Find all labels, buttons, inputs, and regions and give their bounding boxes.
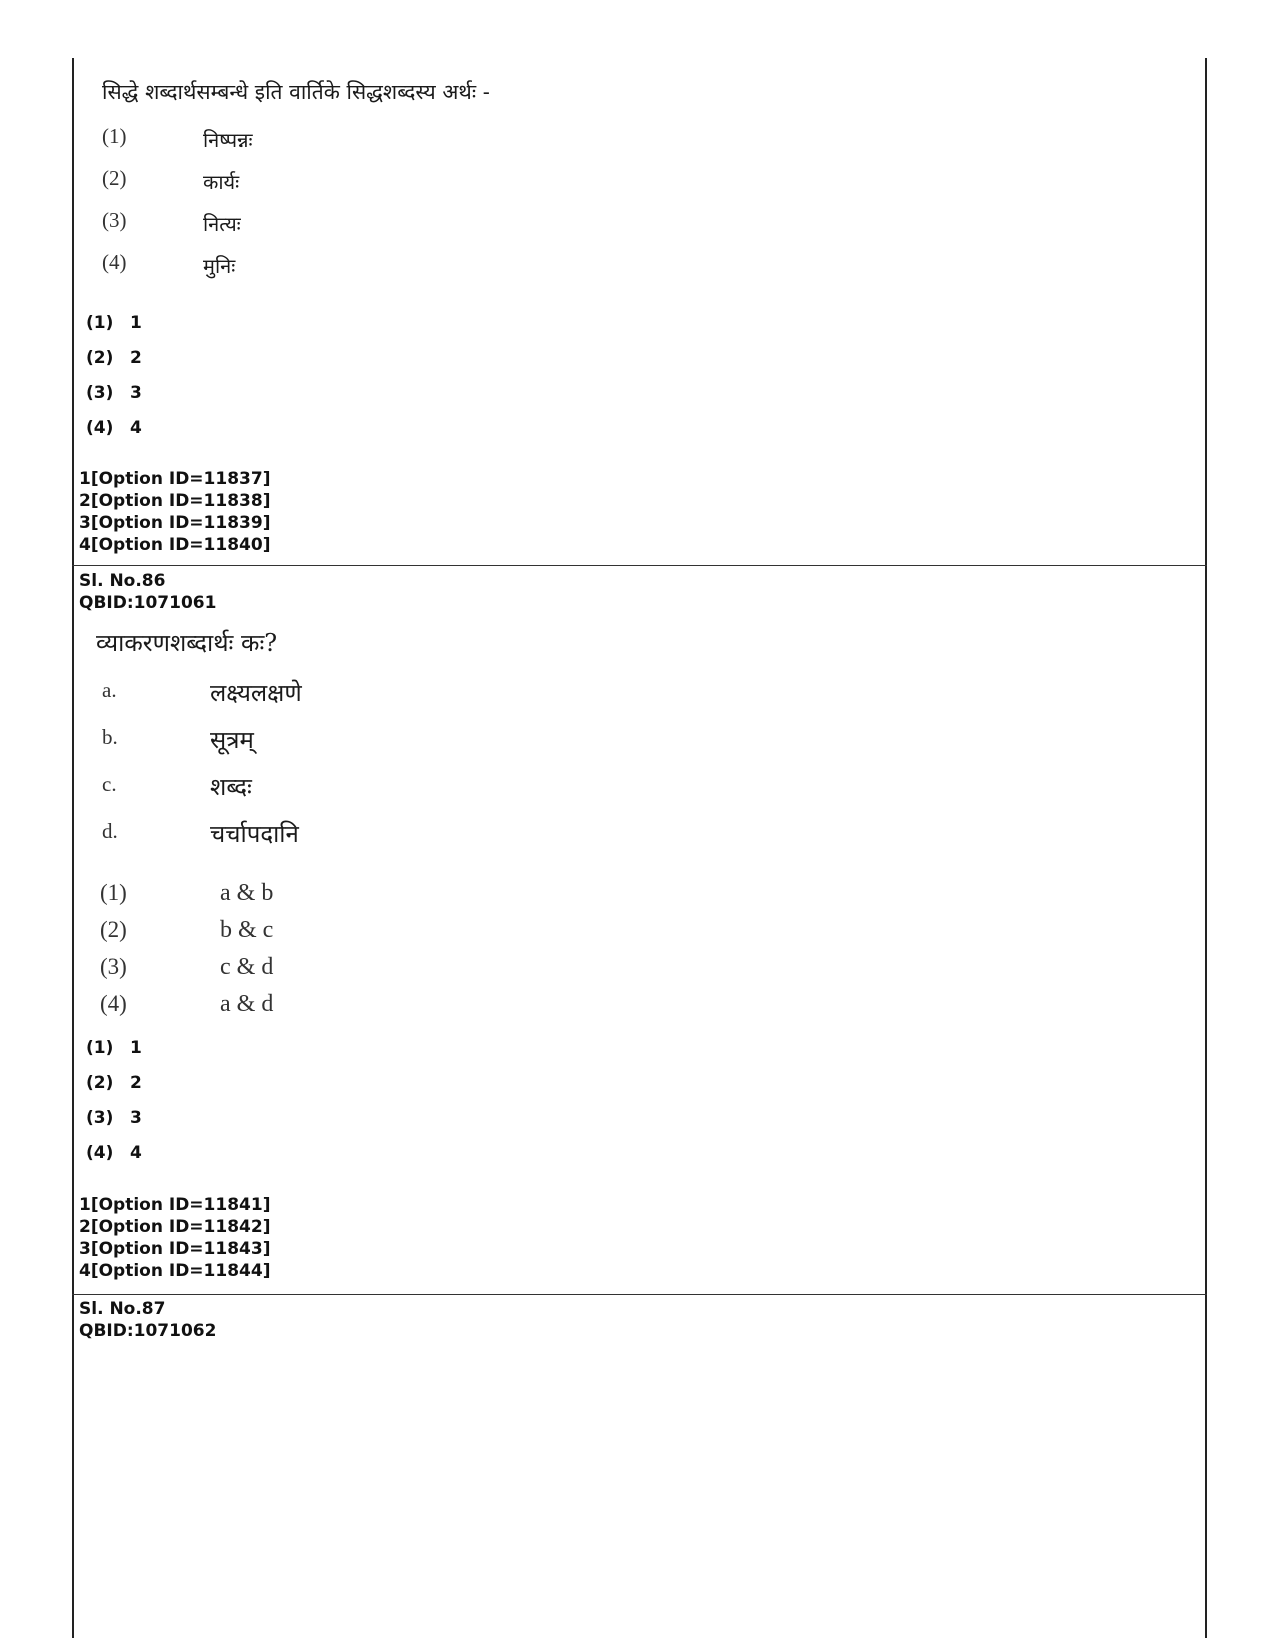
left-border-line bbox=[72, 58, 74, 1638]
pair-number: (2) bbox=[100, 917, 127, 942]
option-number: (4) bbox=[102, 250, 127, 274]
option-id: 3[Option ID=11843] bbox=[79, 1239, 271, 1259]
question-header bbox=[79, 570, 216, 614]
serial-number: Sl. No.87 bbox=[79, 1299, 166, 1319]
answer-choice[interactable] bbox=[86, 1038, 142, 1058]
answer-choice[interactable] bbox=[86, 418, 142, 438]
answer-choice-value: 2 bbox=[130, 1073, 142, 1093]
option-id: 2[Option ID=11842] bbox=[79, 1217, 271, 1237]
question-divider bbox=[72, 1294, 1207, 1295]
option-id: 2[Option ID=11838] bbox=[79, 491, 271, 511]
answer-choice[interactable] bbox=[86, 313, 142, 333]
option-text: नित्यः bbox=[203, 212, 241, 236]
answer-choice[interactable] bbox=[86, 1073, 142, 1093]
right-border-line bbox=[1205, 58, 1207, 1638]
answer-choice-value: 3 bbox=[130, 383, 142, 403]
pair-text: a & b bbox=[220, 880, 274, 906]
pair-text: b & c bbox=[220, 917, 274, 943]
option-text: मुनिः bbox=[203, 254, 236, 278]
qbid: QBID:1071061 bbox=[79, 593, 217, 613]
answer-choice-number: (1) bbox=[86, 313, 114, 333]
option-id-list bbox=[79, 468, 270, 556]
item-text: चर्चापदानि bbox=[210, 820, 299, 848]
serial-number: Sl. No.86 bbox=[79, 571, 166, 591]
answer-choice-number: (3) bbox=[86, 383, 114, 403]
answer-choice-number: (4) bbox=[86, 1143, 114, 1163]
item-text: लक्ष्यलक्षणे bbox=[210, 679, 302, 707]
pair-text: a & d bbox=[220, 991, 274, 1017]
answer-choice-number: (2) bbox=[86, 1073, 114, 1093]
answer-choice-number: (3) bbox=[86, 1108, 114, 1128]
answer-choice-value: 1 bbox=[130, 1038, 142, 1058]
answer-choice[interactable] bbox=[86, 1108, 142, 1128]
option-id: 1[Option ID=11837] bbox=[79, 469, 271, 489]
item-text: शब्दः bbox=[210, 773, 252, 801]
option-id: 1[Option ID=11841] bbox=[79, 1195, 271, 1215]
qbid: QBID:1071062 bbox=[79, 1321, 217, 1341]
item-label: a. bbox=[102, 678, 117, 702]
option-number: (1) bbox=[102, 124, 127, 148]
answer-choice-value: 4 bbox=[130, 1143, 142, 1163]
option-id: 4[Option ID=11840] bbox=[79, 535, 271, 555]
answer-choice-number: (1) bbox=[86, 1038, 114, 1058]
item-label: d. bbox=[102, 819, 118, 843]
option-id-list bbox=[79, 1194, 270, 1282]
question-text: सिद्धे शब्दार्थसम्बन्धे इति वार्तिके सिद्धशब्दस्य अर्थः - bbox=[102, 80, 490, 104]
pair-number: (1) bbox=[100, 880, 127, 905]
question-header bbox=[79, 1298, 216, 1342]
answer-choice-value: 2 bbox=[130, 348, 142, 368]
option-text: कार्यः bbox=[203, 170, 240, 194]
answer-choice[interactable] bbox=[86, 1143, 142, 1163]
item-label: b. bbox=[102, 725, 118, 749]
answer-choice-number: (2) bbox=[86, 348, 114, 368]
answer-choice[interactable] bbox=[86, 383, 142, 403]
answer-choice-value: 3 bbox=[130, 1108, 142, 1128]
option-id: 4[Option ID=11844] bbox=[79, 1261, 271, 1281]
pair-number: (4) bbox=[100, 991, 127, 1016]
question-text: व्याकरणशब्दार्थः कः? bbox=[96, 629, 278, 657]
option-id: 3[Option ID=11839] bbox=[79, 513, 271, 533]
option-number: (2) bbox=[102, 166, 127, 190]
answer-choice-number: (4) bbox=[86, 418, 114, 438]
pair-text: c & d bbox=[220, 954, 274, 980]
option-text: निष्पन्नः bbox=[203, 128, 253, 152]
answer-choice[interactable] bbox=[86, 348, 142, 368]
item-label: c. bbox=[102, 772, 117, 796]
option-number: (3) bbox=[102, 208, 127, 232]
pair-number: (3) bbox=[100, 954, 127, 979]
answer-choice-value: 4 bbox=[130, 418, 142, 438]
answer-choice-value: 1 bbox=[130, 313, 142, 333]
item-text: सूत्रम् bbox=[210, 726, 254, 754]
question-divider bbox=[72, 565, 1207, 566]
